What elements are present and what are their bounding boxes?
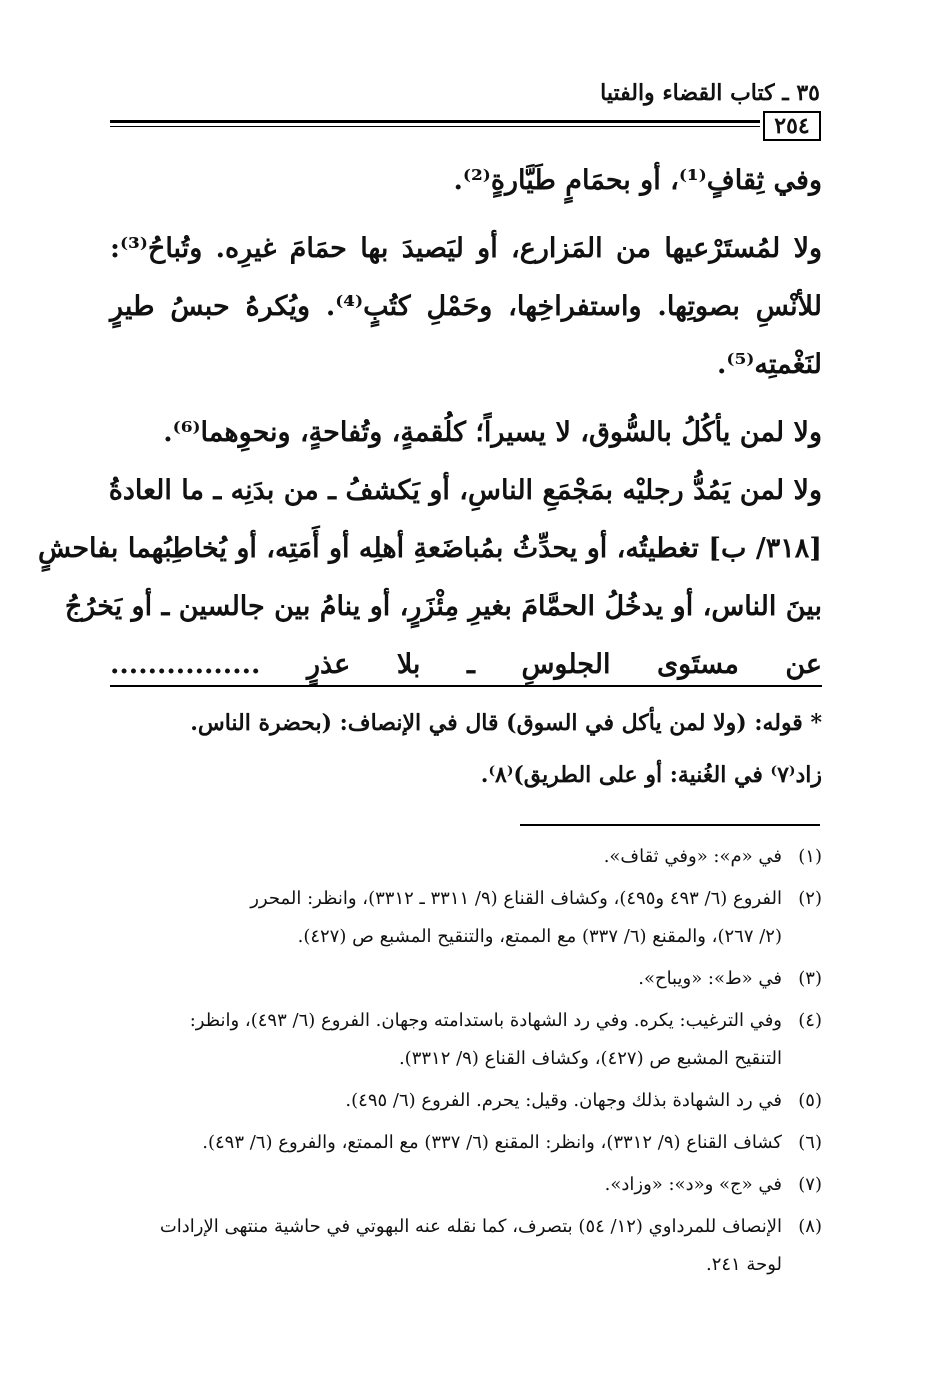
footnote-text: (٢/ ٢٦٧)، والمقنع (٦/ ٣٣٧) مع الممتع، والتنقيح المشبع ص (٤٢٧). bbox=[297, 926, 782, 947]
main-line-4: لنَغْمتِه⁽⁵⁾. bbox=[717, 349, 822, 380]
footnote-text: في «م»: «وفي ثقاف». bbox=[603, 846, 782, 867]
footnote-item bbox=[110, 1208, 822, 1284]
footnote-number: (٢) bbox=[798, 888, 822, 909]
footnote-item bbox=[110, 1002, 822, 1078]
main-text-rule bbox=[110, 685, 822, 687]
footnote-text: في «ط»: «ويباح». bbox=[638, 968, 782, 989]
main-text bbox=[37, 152, 823, 694]
footnote-text: في رد الشهادة بذلك وجهان. وقيل: يحرم. الفروع (٦/ ٤٩٥). bbox=[345, 1090, 782, 1111]
footnote-number: (٤) bbox=[798, 1010, 822, 1031]
header-rule-thin bbox=[110, 126, 760, 127]
commentary-line-2: زاد⁽٧⁾ في الغُنية: أو على الطريق)⁽٨⁾. bbox=[480, 762, 822, 788]
footnote-item bbox=[110, 1082, 822, 1120]
footnote-text: التنقيح المشبع ص (٤٢٧)، وكشاف القناع (٩/ ٣٣١٢). bbox=[398, 1048, 782, 1069]
footnote-text: الإنصاف للمرداوي (١٢/ ٥٤) بتصرف، كما نقله عنه البهوتي في حاشية منتهى الإرادات bbox=[159, 1216, 782, 1237]
paragraph-gap bbox=[110, 210, 822, 220]
footnote-number: (٥) bbox=[798, 1090, 822, 1111]
footnote-item bbox=[110, 880, 822, 956]
footnote-rule bbox=[520, 824, 820, 826]
main-line-5: ولا لمن يأكُلُ بالسُّوق، لا يسيراً؛ كلُقمةٍ، وتُفاحةٍ، ونحوِهما⁽⁶⁾. bbox=[163, 417, 822, 448]
footnote-item bbox=[110, 838, 822, 876]
main-line-1: وفي ثِقافٍ⁽¹⁾، أو بحمَامٍ طَيَّارةٍ⁽²⁾. bbox=[453, 165, 822, 196]
commentary bbox=[110, 697, 822, 801]
footnote-number: (٧) bbox=[798, 1174, 822, 1195]
footnote-text: كشاف القناع (٩/ ٣٣١٢)، وانظر: المقنع (٦/ ٣٣٧) مع الممتع، والفروع (٦/ ٤٩٣). bbox=[202, 1132, 782, 1153]
paragraph-gap bbox=[110, 394, 822, 404]
main-line-2: ولا لمُستَرْعيها من المَزارع، أو ليَصيدَ بها حمَامَ غيرِه. وتُباحُ⁽³⁾: bbox=[110, 233, 822, 264]
page-number-box: ٢٥٤ bbox=[763, 111, 821, 141]
footnote-number: (٣) bbox=[798, 968, 822, 989]
header-rule bbox=[110, 120, 760, 123]
footnote-item bbox=[110, 960, 822, 998]
footnote-item bbox=[110, 1124, 822, 1162]
footnote-number: (٦) bbox=[798, 1132, 822, 1153]
footnote-text: لوحة ٢٤١. bbox=[705, 1254, 782, 1275]
main-line-8: بينَ الناس، أو يدخُلُ الحمَّامَ بغيرِ مِئْزَرٍ، أو ينامُ بين جالسين ـ أو يَخرُجُ bbox=[64, 591, 822, 622]
main-line-9: عن مستَوى الجلوسِ ـ بلا عذرٍ ................ bbox=[110, 649, 822, 680]
running-header-title: ٣٥ ـ كتاب القضاء والفتيا bbox=[600, 80, 820, 106]
footnote-text: وفي الترغيب: يكره. وفي رد الشهادة باستدامته وجهان. الفروع (٦/ ٤٩٣)، وانظر: bbox=[189, 1010, 782, 1031]
footnote-text: الفروع (٦/ ٤٩٣ و٤٩٥)، وكشاف القناع (٩/ ٣٣١١ ـ ٣٣١٢)، وانظر: المحرر bbox=[250, 888, 782, 909]
commentary-line-1: * قوله: (ولا لمن يأكل في السوق) قال في الإنصاف: (بحضرة الناس. bbox=[190, 710, 822, 736]
main-line-3: للأنْسِ بصوتِها. واستفراخِها، وحَمْلِ كتُبٍ⁽⁴⁾. ويُكرهُ حبسُ طيرٍ bbox=[110, 291, 823, 322]
footnote-number: (٨) bbox=[798, 1216, 822, 1237]
main-line-7: [٣١٨/ ب] تغطيتُه، أو يحدِّثُ بمُباضَعةِ أهلِه أو أَمَتِه، أو يُخاطِبُهما بفاحشٍ bbox=[37, 533, 822, 564]
footnote-text: في «ج» و«د»: «وزاد». bbox=[604, 1174, 782, 1195]
footnote-item bbox=[110, 1166, 822, 1204]
main-line-6: ولا لمن يَمُدُّ رجليْه بمَجْمَعِ الناسِ، أو يَكشفُ ـ من بدَنِه ـ ما العادةُ bbox=[108, 475, 822, 506]
footnote-number: (١) bbox=[798, 846, 822, 867]
footnotes bbox=[110, 838, 822, 1288]
